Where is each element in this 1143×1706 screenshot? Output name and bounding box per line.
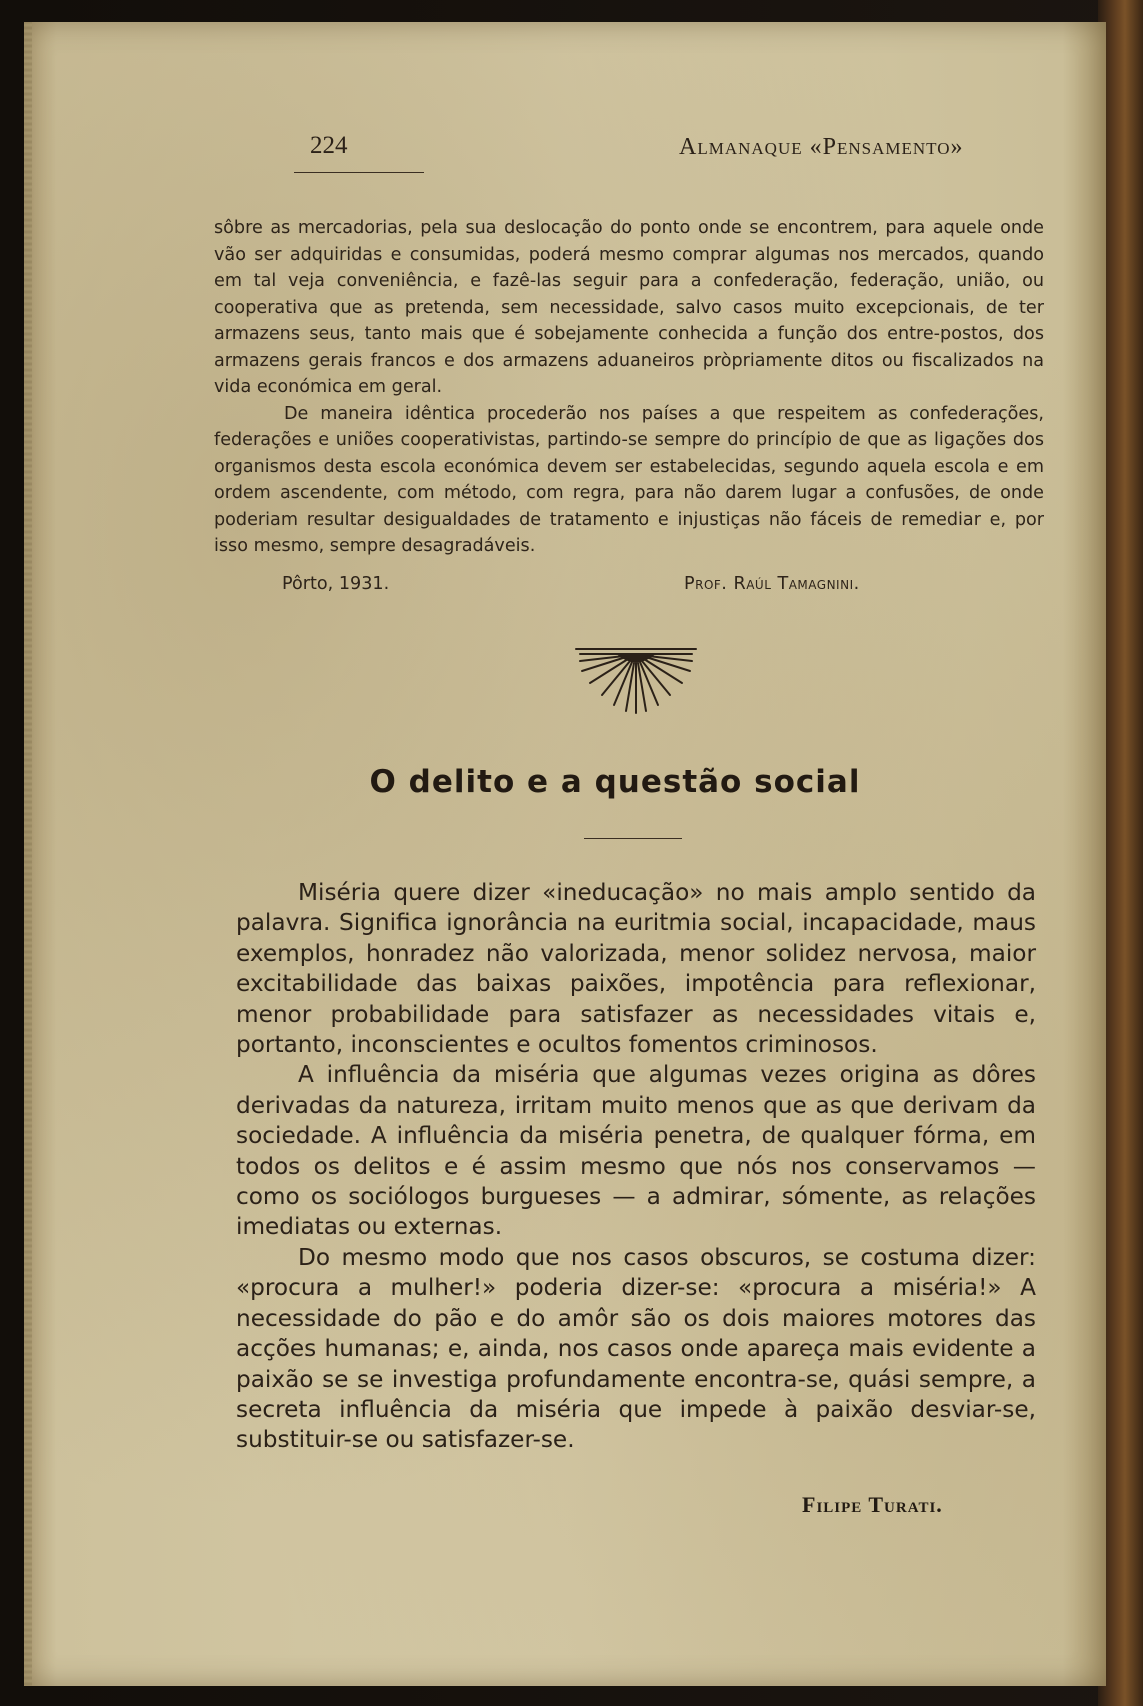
paragraph: A influência da miséria que algumas vezes origina as dôres derivadas da natureza, irritam muito menos que as que derivam da sociedade. A influência da miséria penetra, de qualquer fórma, em todos os delitos e é assim mesmo que nós nos conservamos — como os sociólogos burgueses — a admirar, sómente, as relações imediatas ou externas.: [236, 1061, 1036, 1241]
title-rule: [584, 838, 682, 839]
binding-edge: [24, 22, 32, 1686]
paragraph: sôbre as mercadorias, pela sua deslocação do ponto onde se encontrem, para aquele onde vão ser adquiridas e consumidas, poderá mesmo comprar algumas nos mercados, quando em tal veja conveniência, e fazê-las seguir para a confederação, federação, união, ou cooperativa que as pretenda, sem necessidade, salvo casos muito excepcionais, de ter armazens seus, tanto mais que é sobejamente conhecida a função dos entre-postos, dos armazens gerais francos e dos armazens aduaneiros pròpriamente ditos ou fiscalizados na vida económica em geral.: [214, 218, 1044, 397]
paragraph: Miséria quere dizer «ineducação» no mais amplo sentido da palavra. Significa ignorância na euritmia social, incapacidade, maus exemplos, honradez não valorizada, menor solidez nervosa, maior excitabilidade das baixas paixões, impotência para reflexionar, menor probabilidade para satisfazer as necessidades vitais e, portanto, inconscientes e ocultos fomentos criminosos.: [236, 879, 1036, 1059]
article-signoff: [24, 574, 1106, 604]
sunburst-ornament-icon: [574, 647, 698, 717]
paragraph: Do mesmo modo que nos casos obscuros, se costuma dizer: «procura a mulher!» poderia dizer-se: «procura a miséria!» A necessidade do pão e do amôr são os dois maiores motores das acções humanas; e, ainda, nos casos onde apareça mais evidente a paixão se se investiga profundamente encontra-se, quási sempre, a secreta influência da miséria que impede à paixão desviar-se, substituir-se ou satisfazer-se.: [236, 1243, 1036, 1454]
article-title: O delito e a questão social: [369, 764, 861, 800]
paragraph: De maneira idêntica procederão nos países a que respeitem as confederações, federações e uniões cooperativistas, partindo-se sempre do princípio de que as ligações dos organismos desta escola económica devem ser estabelecidas, segundo aquela escola e em ordem ascendente, com método, com regra, para não darem lugar a confusões, de onde poderiam resultar desigualdades de tratamento e injustiças não fáceis de remediar e, por isso mesmo, sempre desagradáveis.: [214, 403, 1044, 556]
author-signature: Filipe Turati.: [802, 1492, 943, 1517]
book-page: [24, 22, 1106, 1686]
page-header: [24, 132, 1106, 172]
page-number: 224: [310, 132, 348, 159]
page-number-rule: [294, 172, 424, 173]
place-date: Pôrto, 1931.: [282, 574, 390, 594]
author-signature: Prof. Raúl Tamagnini.: [684, 574, 860, 594]
article-body: [236, 878, 1036, 1456]
running-title: Almanaque «Pensamento»: [679, 134, 964, 160]
article-continuation: [214, 215, 1044, 560]
